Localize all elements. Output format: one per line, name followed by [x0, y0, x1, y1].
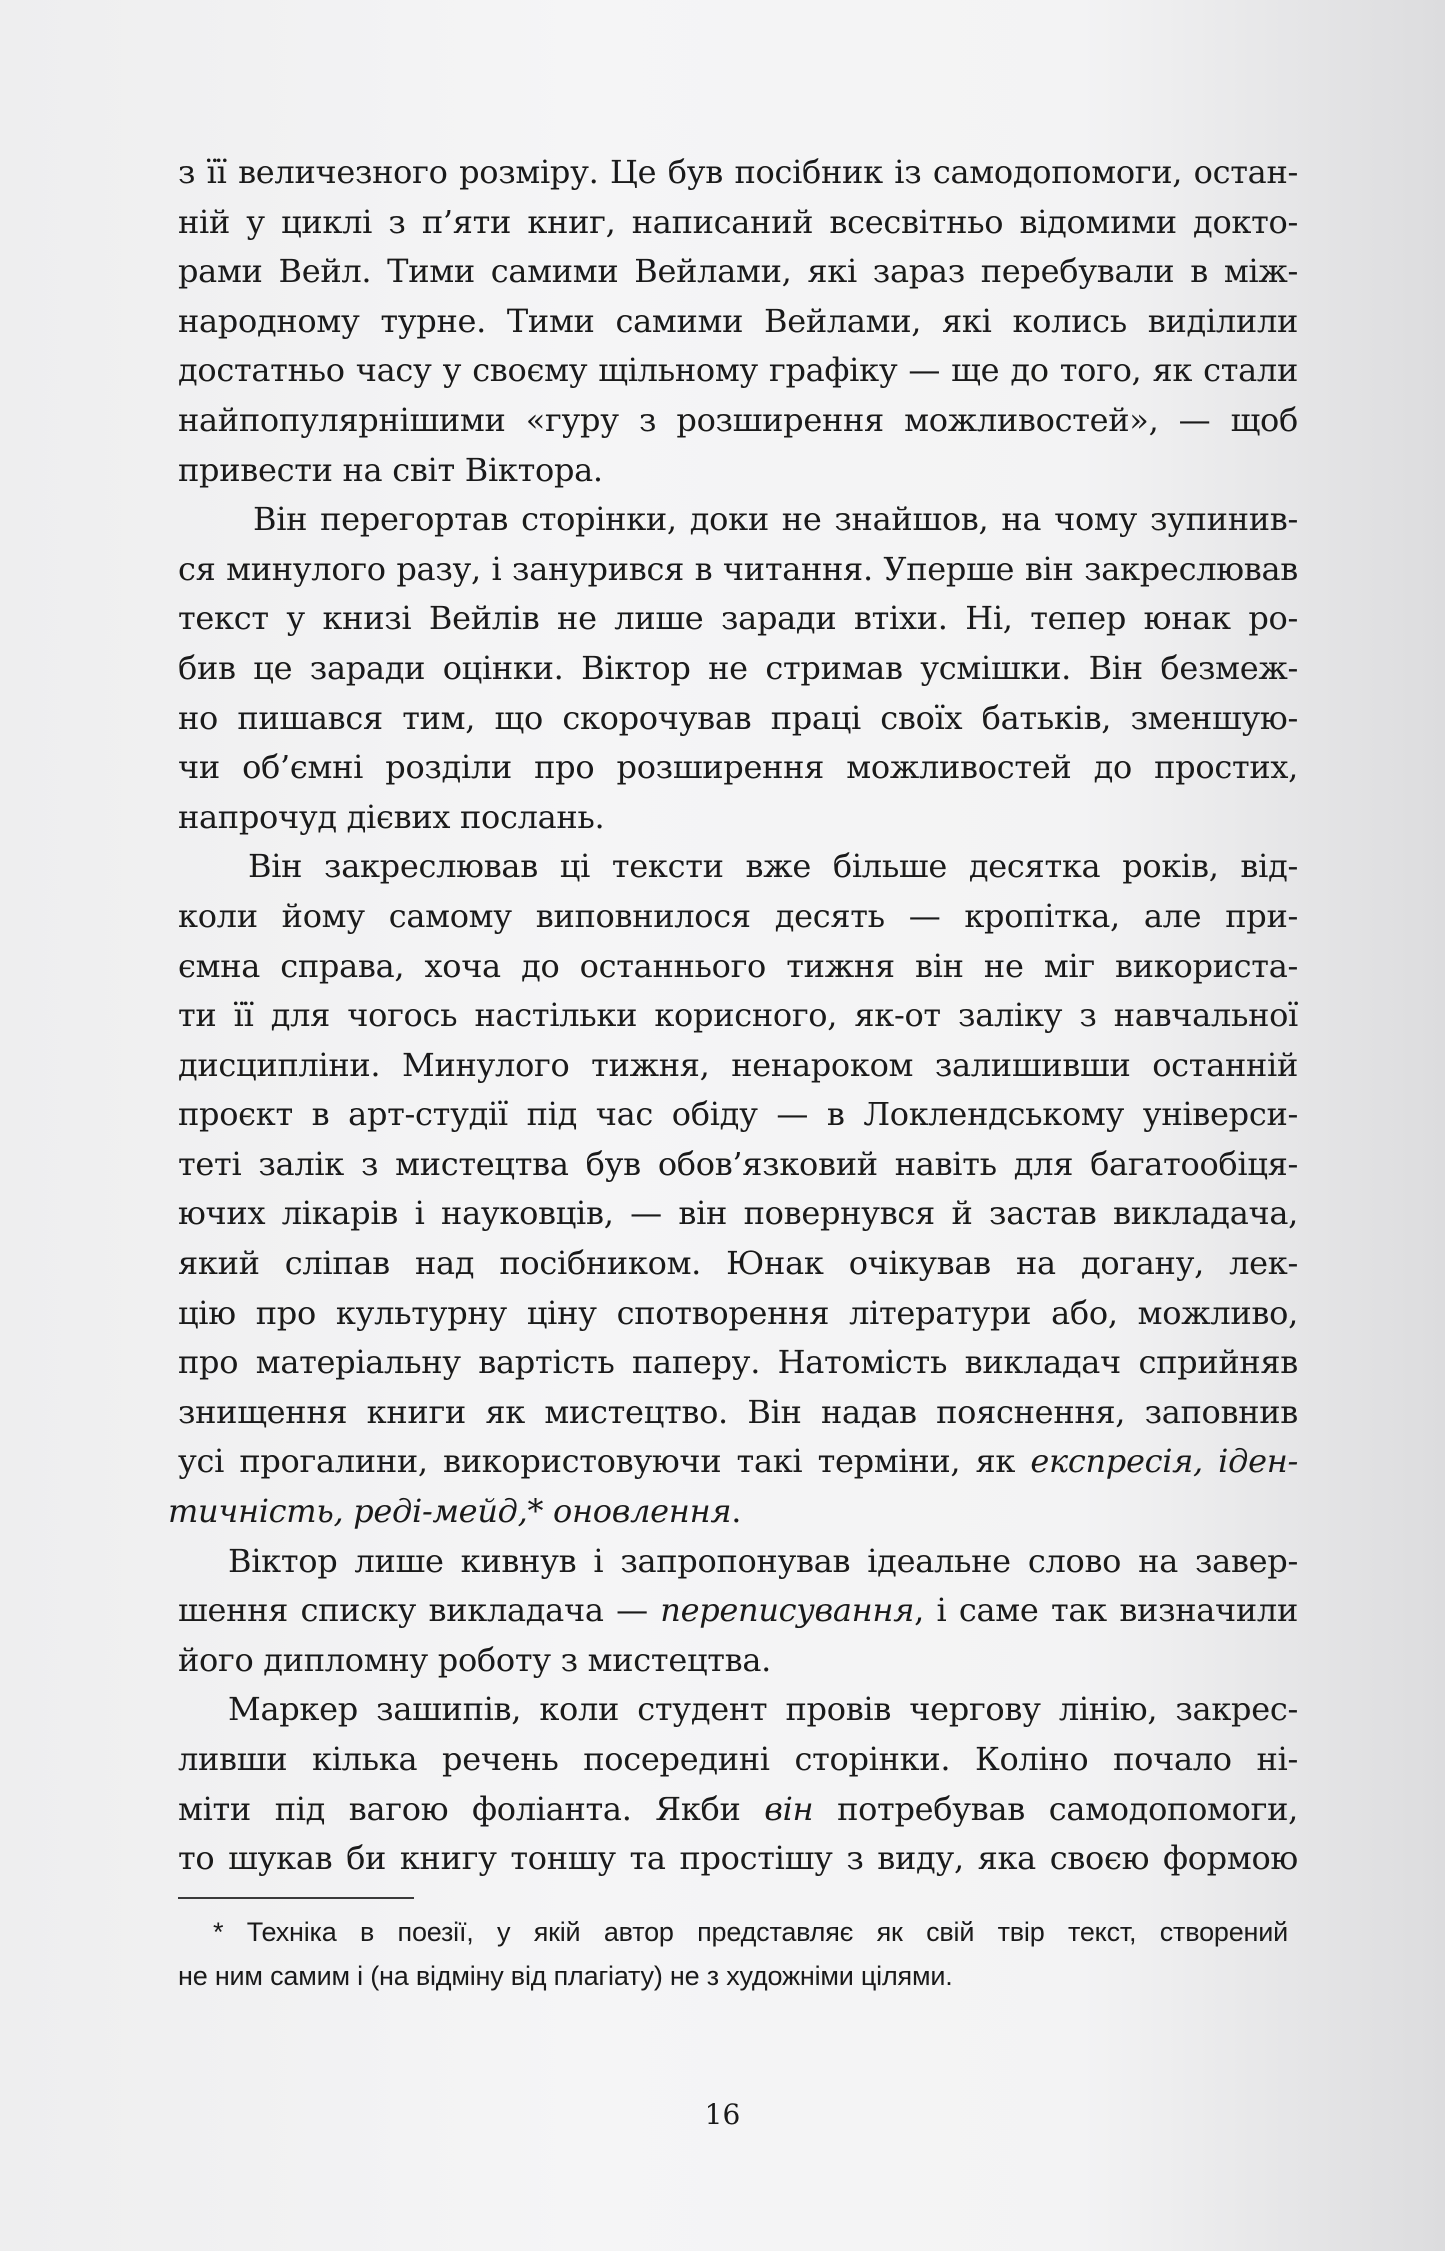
text-line: міти під вагою фоліанта. Якби він потребував самодопомоги,	[178, 1789, 1298, 1828]
text-line: найпопулярнішими «гуру з розширення можливостей», — щоб	[178, 400, 1298, 439]
text-line: народному турне. Тими самими Вейлами, які колись виділили	[178, 301, 1298, 340]
text-line: Маркер зашипів, коли студент провів чергову лінію, закрес-	[228, 1690, 1298, 1729]
text-line: чи об’ємні розділи про розширення можливостей до простих,	[178, 748, 1298, 787]
main-text	[168, 148, 1299, 1884]
text-line: текст у книзі Вейлів не лише заради втіхи. Ні, тепер юнак ро-	[178, 599, 1298, 638]
text-line: ємна справа, хоча до останнього тижня він не міг використа-	[178, 946, 1298, 985]
text-line: про матеріальну вартість паперу. Натомість викладач сприйняв	[178, 1343, 1298, 1382]
italic-text: тичність, реді-мейд,* оновлення	[168, 1492, 732, 1531]
text-line: Він закреслював ці тексти вже більше десятка років, від-	[248, 847, 1298, 886]
page-number: 16	[704, 2098, 741, 2131]
text-line: ся минулого разу, і занурився в читання. Уперше він закреслював	[178, 549, 1298, 588]
text-line: його дипломну роботу з мистецтва.	[178, 1640, 772, 1679]
text-line: дисципліни. Минулого тижня, ненароком залишивши останній	[178, 1045, 1298, 1084]
text-line: усі прогалини, використовуючи такі терміни, як експресія, іден-	[178, 1442, 1299, 1481]
text-line: цію про культурну ціну спотворення літератури або, можливо,	[178, 1293, 1298, 1332]
text-line: ючих лікарів і науковців, — він повернувся й застав викладача,	[178, 1194, 1298, 1233]
text-line: ній у циклі з п’яти книг, написаний всесвітньо відомими докто-	[178, 202, 1298, 241]
italic-text: він	[764, 1789, 814, 1828]
footnote-line: * Техніка в поезії, у якій автор представляє як свій твір текст, створений	[213, 1917, 1288, 1947]
text-line: но пишався тим, що скорочував праці своїх батьків, зменшую-	[178, 698, 1298, 737]
text-line: шення списку викладача — переписування, і саме так визначили	[178, 1591, 1298, 1630]
footnote-divider	[178, 1897, 414, 1899]
text-line: коли йому самому виповнилося десять — кропітка, але при-	[178, 896, 1298, 935]
text-line: ливши кілька речень посередині сторінки. Коліно почало ні-	[178, 1740, 1298, 1778]
text-line: тичність, реді-мейд,* оновлення.	[168, 1492, 742, 1531]
text-line: то шукав би книгу тоншу та простішу з виду, яка своєю формою	[178, 1839, 1298, 1878]
text-line: привести на світ Віктора.	[178, 450, 603, 489]
text-line: рами Вейл. Тими самими Вейлами, які зараз перебували в між-	[178, 252, 1298, 291]
footnote	[178, 1910, 1288, 1998]
text-line: знищення книги як мистецтво. Він надав пояснення, заповнив	[178, 1392, 1298, 1431]
text-line: Він перегортав сторінки, доки не знайшов, на чому зупинив-	[253, 500, 1298, 539]
italic-text: переписування	[660, 1591, 915, 1630]
text-line: теті залік з мистецтва був обов’язковий навіть для багатообіця-	[178, 1144, 1298, 1183]
footnote-line: не ним самим і (на відміну від плагіату) не з художніми цілями.	[178, 1961, 953, 1991]
text-line: достатньо часу у своєму щільному графіку — ще до того, як стали	[178, 351, 1298, 390]
text-line: Віктор лише кивнув і запропонував ідеальне слово на завер-	[228, 1541, 1298, 1580]
text-line: напрочуд дієвих послань.	[178, 797, 605, 836]
text-line: проєкт в арт-студії під час обіду — в Локлендському універси-	[178, 1095, 1298, 1134]
italic-text: експресія, іден-	[1030, 1442, 1299, 1481]
text-line: бив це заради оцінки. Віктор не стримав усмішки. Він безмеж-	[178, 648, 1298, 687]
text-line: ти її для чогось настільки корисного, як-от заліку з навчальної	[178, 996, 1298, 1035]
text-line: який сліпав над посібником. Юнак очікував на догану, лек-	[178, 1244, 1298, 1283]
text-line: з її величезного розміру. Це був посібник із самодопомоги, остан-	[178, 153, 1298, 191]
